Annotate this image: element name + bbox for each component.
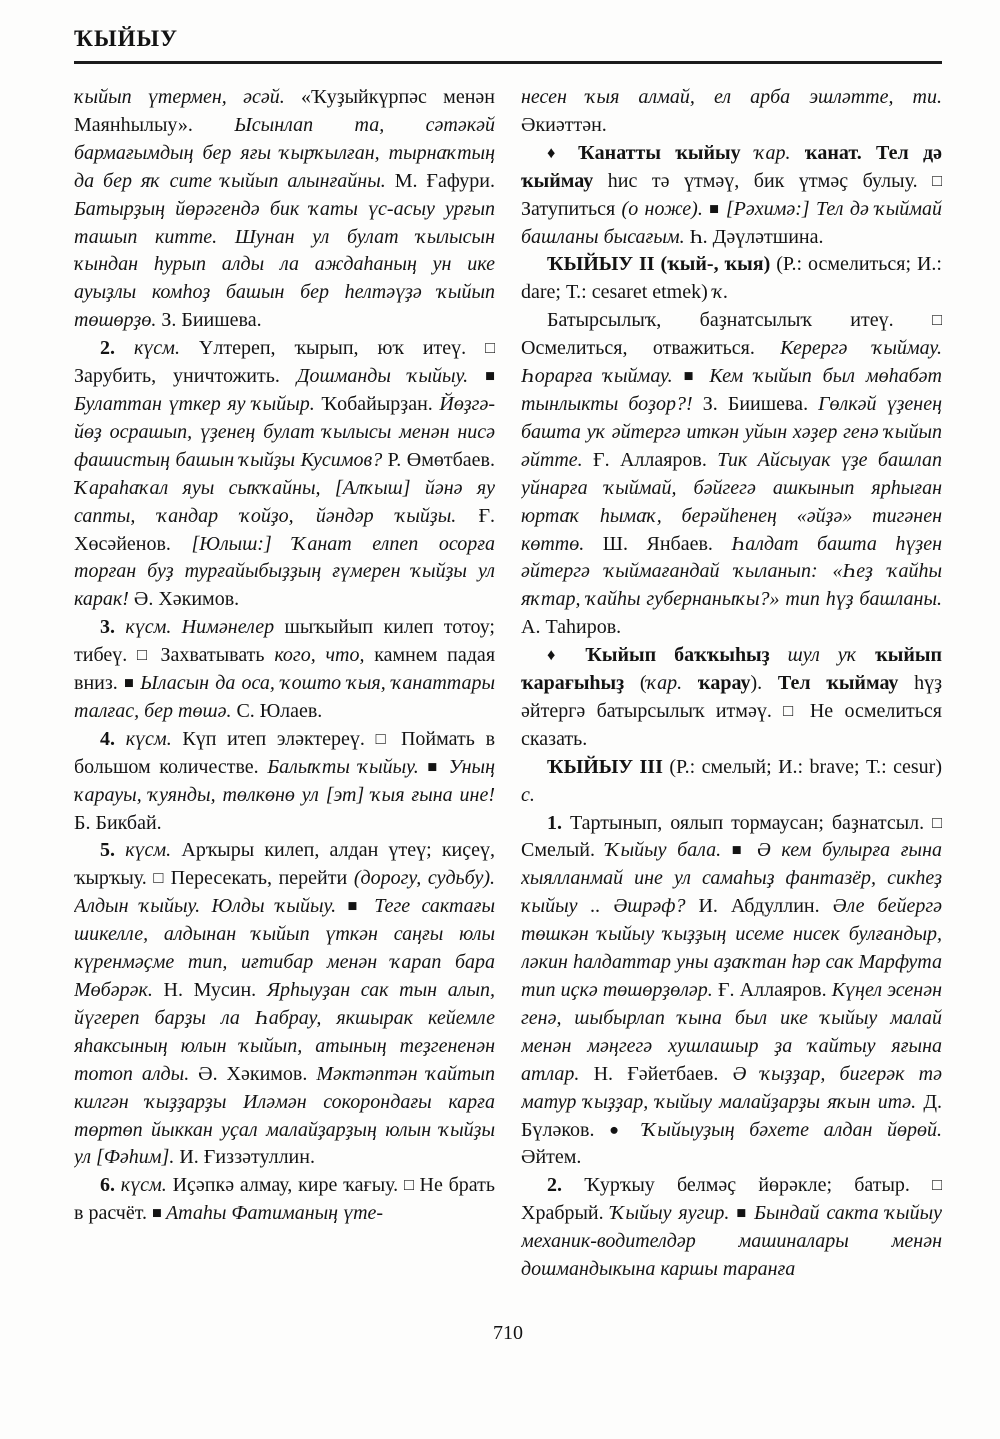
text-run: Күп итеп эләктереү.	[182, 727, 376, 750]
white-square-icon: □	[932, 310, 942, 330]
text-run: Н. Мусин.	[163, 979, 267, 1001]
entry-kyiyu-i-continuation	[74, 84, 495, 335]
text-run: Ә. Хәкимов.	[198, 1062, 317, 1085]
text-run: Не брать в расчёт.	[74, 1174, 495, 1225]
text-run: шул уҡ	[787, 644, 876, 667]
entry-kyiyu-ii	[521, 251, 942, 307]
sense-iii-2	[521, 1172, 942, 1284]
text-run: Д. Бүләков.	[521, 1090, 942, 1141]
sense-2	[74, 335, 495, 614]
text-run: ҡыйып үтермен, әсәй.	[74, 86, 301, 108]
text-run: һис тә үтмәү, бик үтмәҫ булыу.	[607, 169, 933, 192]
text-run: Иҫәпкә алмау, кире ҡағыу.	[172, 1174, 404, 1197]
text-run: З. Биишева.	[702, 392, 819, 415]
white-square-icon: □	[932, 170, 942, 190]
white-square-icon: □	[932, 1175, 942, 1195]
text-run: Гөлкәй үҙенең башта уҡ әйтергә иткән уйын хәҙер генә ҡыйып әйтте.	[521, 392, 942, 471]
guide-word: ҠЫЙЫУ	[74, 26, 178, 51]
text-run: күсм.	[125, 839, 182, 862]
text-run: ҡарау	[697, 672, 751, 695]
black-square-icon: ■	[731, 840, 757, 860]
text-run: 2.	[547, 1174, 585, 1197]
text-run: Ғ. Аллаяров.	[593, 448, 718, 471]
text-run: Теге сактағы шикелле, алдынан ҡыйып үткән саңғы юлы күренмәҫме тип, иғтибар менән ҡарап бара Мөбәрәк.	[74, 895, 495, 1001]
diamond-icon: ♦	[547, 142, 579, 162]
text-run: Р. Өмөтбаев.	[387, 448, 495, 471]
text-run: күсм.	[133, 337, 199, 360]
text-run: Әкиәттән.	[521, 113, 607, 136]
text-run: Ярһыуҙан сак тын алып, йүгереп барҙы ла Һабрау, якшырак кейемле яһаксының юлын ҡыйып, атының теҙгененән тотоп алды.	[74, 979, 495, 1085]
text-run: Тел ҡыймау	[777, 672, 915, 695]
text-run: Осмелиться, отважиться.	[521, 337, 781, 360]
black-square-icon: ■	[347, 896, 375, 916]
text-run: несен ҡыя алмай, ел арба эшләтте, ти.	[521, 86, 942, 108]
text-run: Ә кем булырға ғына хыялланмай ине ул самаһыҙ фантазёр, сикһеҙ ҡыйыу .. Әшрәф?	[521, 839, 942, 918]
text-run: Ҡанатты ҡыйыу	[578, 141, 755, 164]
sense-3	[74, 614, 495, 726]
text-run: ҡанат. Тел дә ҡыймау	[521, 141, 942, 192]
text-run: Әле бейергә төшкән ҡыйыу ҡыҙҙың исеме нисек булғандыр, ләкин һалдаттар уны аҙаҡтан һәр сак Марфута тип иҫкә төшөрҙөләр.	[521, 895, 942, 1001]
text-run: 2.	[100, 337, 134, 360]
page-number: 710	[493, 1322, 523, 1344]
text-run: И. Абдуллин.	[698, 895, 833, 918]
text-run: 1.	[547, 811, 570, 834]
text-run: Смелый.	[521, 839, 606, 862]
entry-kyiyu-iii	[521, 754, 942, 810]
text-run: Балыҡты ҡыйыу.	[267, 755, 428, 778]
text-run: Ҡобайырҙан.	[321, 392, 440, 415]
text-run: Күңел эсенән генә, шыбырлап ҡына был ике ҡыйыу малай менән мәңгегә хушлашыр ҙа ҡайтыу яғына атлар.	[521, 979, 942, 1085]
black-square-icon: ■	[485, 366, 495, 386]
page-header	[74, 26, 942, 64]
text-run: Батырсылыҡ, баҙнатсылыҡ итеү.	[547, 309, 933, 332]
text-run: Б. Бикбай.	[74, 811, 162, 834]
black-square-icon: ■	[683, 366, 710, 386]
header-rule	[74, 61, 942, 64]
text-run: Тик Айсыуак үҙе башлап уйнарға ҡыймай, бәйгегә ашкынып ярһыған юртаҡ һымаҡ, берәйһенең «әйҙә» тигәнен көттө.	[521, 448, 942, 555]
text-run: (дорогу, судьбу). Алдын ҡыйыу. Юлды ҡыйыу.	[74, 867, 495, 918]
text-run: с.	[521, 783, 535, 806]
text-run: Булаттан үткер яу ҡыйыр.	[74, 392, 322, 415]
text-run: 3.	[100, 616, 126, 639]
text-run: Храбрый.	[521, 1202, 611, 1225]
text-run: Әйтем.	[521, 1146, 582, 1169]
text-run: Атаһы Фатиманың үте-	[165, 1202, 384, 1225]
sense-iii-1	[521, 810, 942, 1173]
white-square-icon: □	[485, 338, 495, 358]
text-run: ҠЫЙЫУ II (ҡый-, ҡыя)	[547, 253, 777, 276]
white-square-icon: □	[403, 1175, 420, 1195]
text-run: 4.	[100, 727, 126, 750]
text-run: күсм. Нимәнелер	[125, 616, 285, 639]
text-run: Ҡараһаҡал яуы сыҡҡайны, [Алҡыш] йәнә яу сапты, ҡандар ҡойҙо, йәндәр ҡыйҙы.	[74, 476, 495, 527]
text-run: ҡ.	[712, 281, 729, 304]
text-run: И. Ғиззәтуллин.	[179, 1146, 315, 1169]
text-run: [Юлыш:] Ҡанат елпеп осорға торған буҙ турғайыбыҙҙың ғүмерен ҡыйҙы ул карак!	[74, 532, 495, 611]
text-columns	[74, 84, 942, 1300]
text-run: «Ҡуҙыйкүрпәс менән Маянһылыу».	[74, 86, 495, 136]
white-square-icon: □	[375, 728, 401, 748]
text-run: С. Юлаев.	[236, 699, 323, 722]
text-run: Кем ҡыйып был мөһабәт тынлыкты боҙор?!	[521, 365, 942, 415]
text-run: Ә. Хәкимов.	[133, 588, 240, 611]
text-run: Ш. Янбаев.	[602, 532, 732, 555]
diamond-icon: ♦	[547, 645, 586, 665]
text-run: Ысынлап та, сәтәкәй бармағымдың бер яғы ҡырҡылған, тырнаҡтың да бер яҡ сите ҡыйып алынғайны.	[74, 113, 495, 192]
black-square-icon: ■	[427, 756, 449, 776]
text-run: Зарубить, уничтожить.	[74, 365, 297, 388]
entry-kyiyu-ii-definition	[521, 307, 942, 642]
text-run: А. Таһиров.	[521, 616, 622, 639]
black-square-icon: ■	[736, 1203, 755, 1223]
text-run: Поймать в большом количестве.	[74, 727, 495, 778]
text-run: Ә ҡыҙҙар, бигерәк тә матур ҡыҙҙар, ҡыйыу малайҙарҙы яҡын итә.	[521, 1062, 942, 1113]
text-run: шыҡыйып килеп тотоу; тибеү.	[74, 616, 495, 667]
idioms-kyiyu-i	[521, 140, 942, 252]
white-square-icon: □	[137, 645, 161, 665]
text-run: 6.	[100, 1174, 121, 1197]
text-run: Не осмелиться сказать.	[521, 699, 942, 750]
right-column	[521, 84, 942, 1300]
text-run: Н. Ғәйетбаев.	[593, 1062, 733, 1085]
text-run: (Р.: осмелиться; И.: dare; Т.: cesaret etmek)	[521, 253, 942, 304]
text-run: ).	[750, 672, 778, 695]
text-run: Ҡыйыу яугир.	[610, 1202, 737, 1225]
white-square-icon: □	[932, 812, 942, 832]
black-square-icon: ■	[709, 198, 726, 218]
sense-6-continuation	[521, 84, 942, 140]
text-run: Ҡурҡыу белмәҫ йөрәкле; батыр.	[584, 1174, 933, 1197]
text-run: Ҡыйыуҙың бәхете алдан йөрөй.	[642, 1118, 942, 1141]
black-square-icon: ■	[151, 1203, 166, 1223]
black-square-icon: ■	[123, 673, 141, 693]
text-run: Ҡыйып баҡҡыһыҙ	[585, 644, 788, 667]
text-run: [Рәхимә:] Тел дә ҡыймай башланы бысағым.	[521, 197, 942, 248]
text-run: Ғ. Хөсәйенов.	[74, 504, 495, 555]
text-run: кого, что,	[274, 644, 375, 667]
text-run: М. Ғафури.	[394, 169, 495, 192]
text-run: Ыласын да оса, ҡошто ҡыя, ҡанаттары талғас, бер төшә.	[74, 672, 495, 722]
text-run: камнем падая вниз.	[74, 644, 495, 695]
sense-4	[74, 726, 495, 838]
text-run: Йөҙгә-йөҙ осрашып, үҙенең булат ҡылысы менән нисә фашистың башын ҡыйҙы Кусимов?	[74, 392, 495, 471]
text-run: ҡыйып ҡарағыһыҙ	[521, 644, 942, 695]
text-run: Мәктәптән ҡайтып килгән ҡыҙҙарҙы Иләмән сокорондағы карға төртөп йыккан уҫал малайҙарҙың юлын ҡыйҙы ул [Фәһим].	[74, 1062, 495, 1169]
sense-6	[74, 1172, 495, 1228]
text-run: Керергә ҡыймау. Һорарға ҡыймау.	[521, 337, 942, 388]
text-run: Арҡыры килеп, алдан үтеү; киҫеү, ҡырҡыу.	[74, 839, 495, 890]
text-run: күсм.	[125, 727, 183, 750]
text-run: (	[639, 672, 647, 695]
text-run: күсм.	[120, 1174, 173, 1197]
white-square-icon: □	[153, 868, 171, 888]
sense-5	[74, 837, 495, 1172]
text-run: ҠЫЙЫУ III	[547, 755, 670, 778]
text-run: Тартынып, оялып тормаусан; баҙнатсыл.	[569, 811, 933, 834]
text-run: Батырҙың йөрәгендә бик ҡаты үс-асыу урғып ташып китте. Шунан ул булат ҡылысын ҡындан һурып алды ла аждаһаның ун ике ауыҙлы комһоҙ башын бер һелтәүҙә ҡыйып төшөрҙө.	[74, 197, 495, 332]
text-run: (Р.: смелый; И.: brave; Т.: cesur)	[669, 755, 942, 778]
text-run: Затупиться	[521, 197, 622, 220]
left-column	[74, 84, 495, 1300]
text-run: З. Биишева.	[161, 309, 262, 332]
text-run: Һ. Дәүләтшина.	[689, 225, 824, 248]
text-run: Ҡыйыу бала.	[605, 839, 732, 862]
text-run: Ғ. Аллаяров.	[717, 979, 832, 1001]
text-run: һүҙ әйтергә батырсылыҡ итмәү.	[521, 672, 942, 722]
text-run: Бындай сакта ҡыйыу механик-водителдәр машиналары менән дошмандыкына каршы таранға	[521, 1202, 942, 1281]
bullet-icon: ●	[609, 1119, 643, 1139]
text-run: 5.	[100, 839, 126, 862]
text-run: ҡар.	[646, 672, 698, 695]
text-run: ҡар.	[754, 141, 805, 164]
text-run: (о ноже).	[621, 197, 710, 220]
text-run: Үлтереп, ҡырып, юҡ итеү.	[198, 337, 486, 360]
idioms-kyiyu-ii	[521, 642, 942, 754]
text-run: Һалдат башта һүҙен әйтергә ҡыймағандай ҡыланып: «Һеҙ ҡайһы яҡтар, ҡайһы губернаныҡы?» тип һүҙ башланы.	[521, 532, 942, 611]
text-run: Дошманды ҡыйыу.	[296, 365, 486, 388]
text-run: Уның ҡарауы, ҡуянды, төлкөнө ул [эт] ҡыя ғына ине!	[74, 755, 495, 806]
text-run: Пересекать, перейти	[170, 867, 354, 890]
white-square-icon: □	[783, 700, 810, 720]
text-run: Захватывать	[160, 644, 275, 667]
